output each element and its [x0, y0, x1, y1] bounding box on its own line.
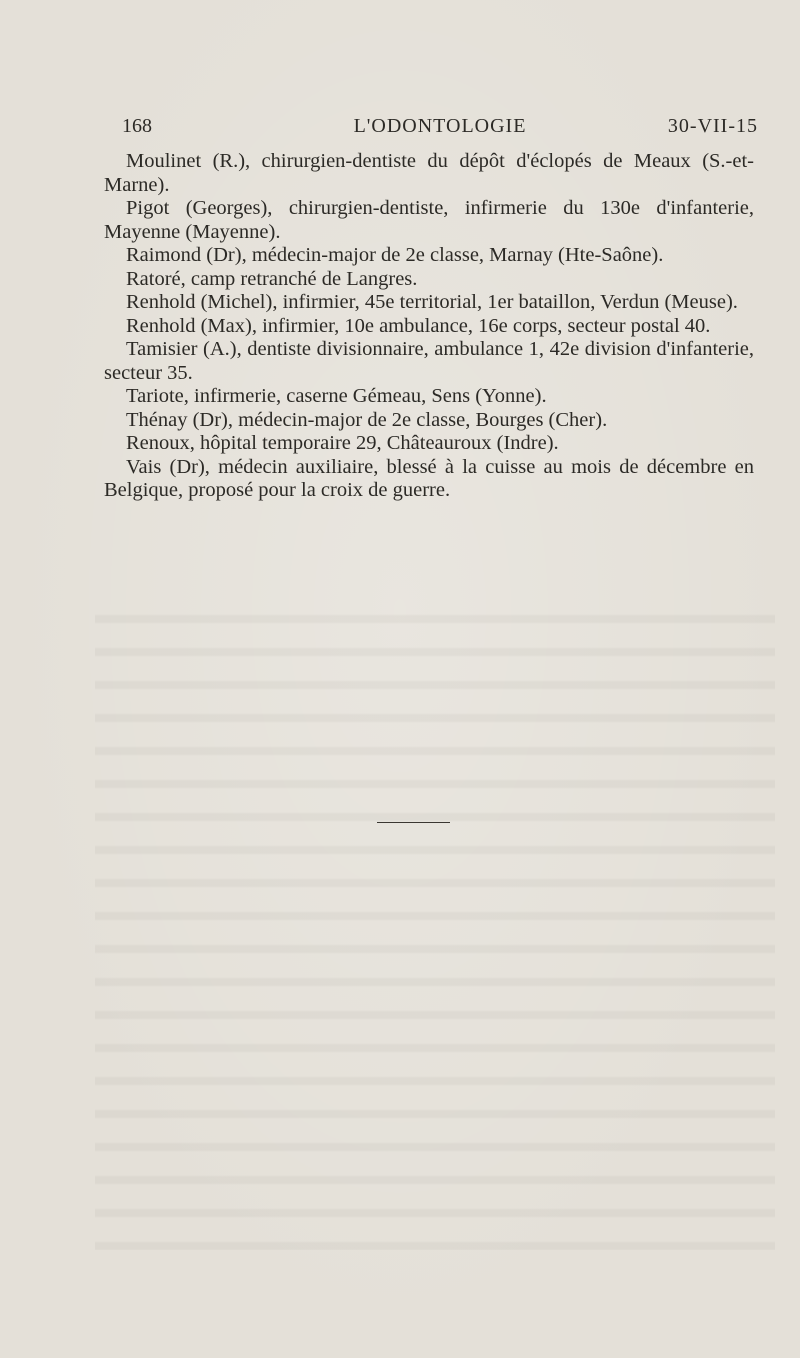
section-divider — [377, 822, 450, 823]
journal-title: L'ODONTOLOGIE — [353, 115, 527, 137]
list-item: Renhold (Michel), infirmier, 45e territorial, 1er bataillon, Verdun (Meuse). — [126, 291, 738, 313]
list-item: Tariote, infirmerie, caserne Gémeau, Sens (Yonne). — [126, 385, 547, 407]
list-item: Thénay (Dr), médecin-major de 2e classe, Bourges (Cher). — [126, 408, 608, 431]
list-item: Renoux, hôpital temporaire 29, Châteauroux (Indre). — [126, 432, 559, 454]
list-item: Pigot (Georges), chirurgien-dentiste, infirmerie du 130e d'infanterie, Mayenne (Mayenne). — [104, 197, 754, 243]
bleed-through-text — [95, 600, 775, 1250]
issue-date: 30-VII-15 — [667, 115, 758, 137]
list-item: Raimond (Dr), médecin-major de 2e classe, Marnay (Hte-Saône). — [126, 244, 664, 266]
page-number: 168 — [122, 115, 152, 137]
running-header — [122, 115, 758, 145]
list-item: Vais (Dr), médecin auxiliaire, blessé à la cuisse au mois de décembre en Belgique, proposé pour la croix de guerre. — [104, 455, 754, 501]
list-item: Tamisier (A.), dentiste divisionnaire, ambulance 1, 42e division d'infanterie, secteur 35. — [104, 338, 754, 384]
list-item: Renhold (Max), infirmier, 10e ambulance, 16e corps, secteur postal 40. — [126, 314, 711, 337]
list-item: Moulinet (R.), chirurgien-dentiste du dépôt d'éclopés de Meaux (S.-et-Marne). — [104, 150, 754, 196]
entry-list — [104, 150, 754, 503]
list-item: Ratoré, camp retranché de Langres. — [126, 267, 418, 290]
